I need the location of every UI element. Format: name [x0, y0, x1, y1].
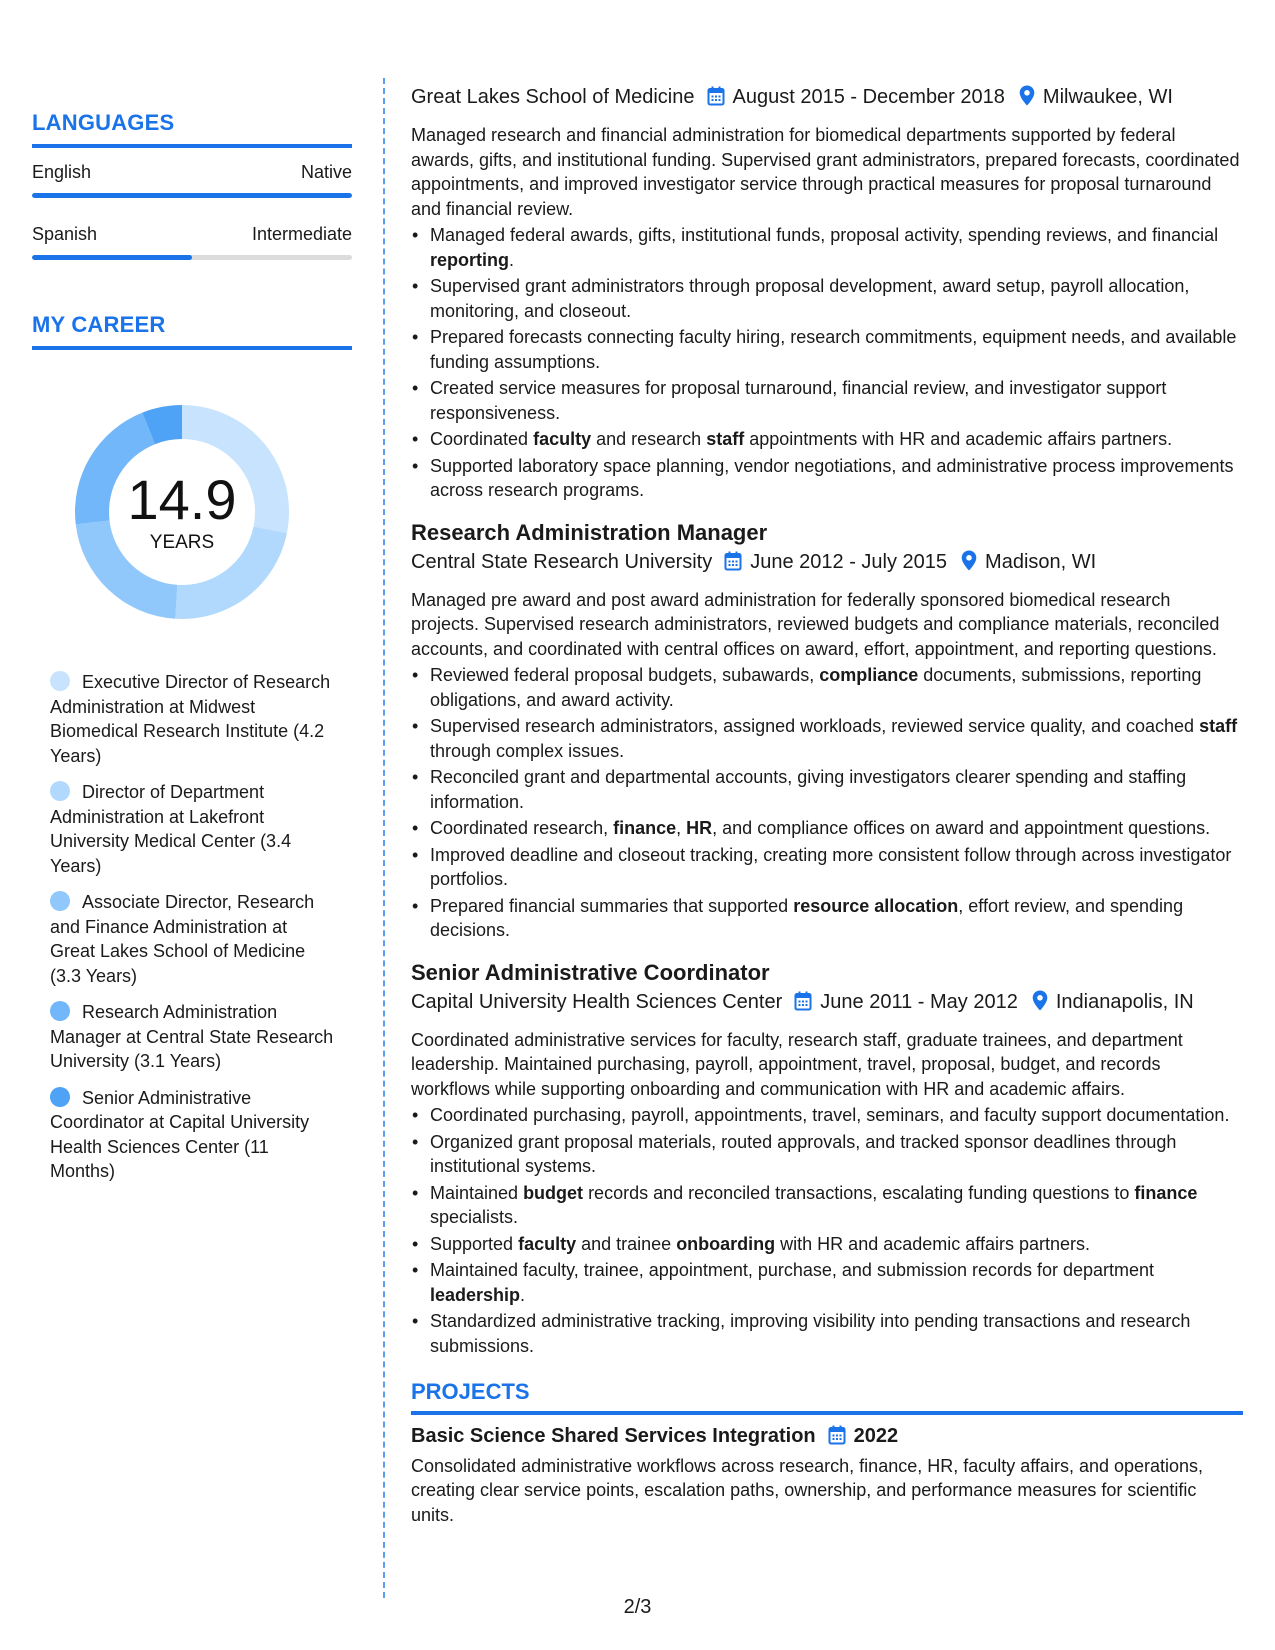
job-organization: Central State Research University	[411, 550, 713, 573]
projects-heading: PROJECTS	[411, 1380, 1243, 1415]
bold-keyword: faculty	[533, 429, 592, 449]
job-organization: Capital University Health Sciences Center	[411, 990, 783, 1013]
bullet-item: • Standardized administrative tracking, improving visibility into pending transactions and research submissions.	[411, 1309, 1243, 1358]
legend-label: Associate Director, Research and Finance Administration at Great Lakes School of Medicine (3.3 Years)	[50, 892, 315, 986]
total-years-value: 14.9	[127, 468, 237, 531]
legend-label: Research Administration Manager at Central State Research University (3.1 Years)	[50, 1002, 334, 1071]
job-summary: Coordinated administrative services for faculty, research staff, graduate trainees, and department leadership. Maintained purchasing, payroll, appointment, travel, proposal, budget, and records workflows while supporting onboarding and communication with HR and academic affairs.	[411, 1029, 1183, 1099]
total-years-unit: YEARS	[149, 532, 215, 553]
language-proficiency-bar	[32, 255, 352, 260]
bullet-item: • Prepared financial summaries that supported resource allocation, effort review, and spending decisions.	[411, 894, 1243, 943]
bullet-item: • Supported laboratory space planning, vendor negotiations, and administrative process improvements across research programs.	[411, 454, 1243, 503]
sidebar	[32, 110, 352, 1196]
career-legend	[50, 670, 335, 1184]
job-summary: Managed pre award and post award administration for federally sponsored biomedical research projects. Supervised research administrators, reviewed budgets and compliance materials, reconciled accounts, and coordinated with central offices on award, effort, appointment, and reporting questions.	[411, 589, 1220, 659]
language-list	[32, 162, 352, 260]
job-entry	[411, 519, 1243, 943]
project-name: Basic Science Shared Services Integration	[411, 1424, 816, 1447]
language-proficiency-fill	[32, 193, 352, 198]
bold-keyword: resource allocation	[793, 895, 959, 916]
project-description: Consolidated administrative workflows across research, finance, HR, faculty affairs, and operations, creating clear service points, escalation paths, ownership, and performance measures for scientific units.	[411, 1455, 1204, 1525]
bold-keyword: faculty	[518, 1233, 577, 1254]
career-legend-item	[50, 1000, 335, 1074]
language-level: Intermediate	[251, 224, 352, 244]
bullet-item: • Reviewed federal proposal budgets, subawards, compliance documents, submissions, reporting obligations, and award activity.	[411, 663, 1243, 712]
job-organization: Great Lakes School of Medicine	[411, 86, 695, 108]
calendar-icon	[794, 990, 812, 1020]
job-title: Research Administration Manager	[411, 519, 768, 545]
bullet-item: • Managed federal awards, gifts, institutional funds, proposal activity, spending reviews, and financial reporting.	[411, 223, 1243, 272]
career-legend-item	[50, 1086, 335, 1184]
bullet-item: • Coordinated research, finance, HR, and compliance offices on award and appointment questions.	[411, 816, 1243, 841]
column-divider	[383, 78, 385, 1598]
language-proficiency-fill	[32, 255, 192, 260]
legend-dot	[50, 1001, 70, 1021]
bold-keyword: leadership	[430, 1284, 521, 1305]
project-entry	[411, 1421, 1243, 1528]
projects-list	[411, 1421, 1243, 1528]
bold-keyword: onboarding	[676, 1233, 776, 1254]
bullet-item: • Created service measures for proposal turnaround, financial review, and investigator support responsiveness.	[411, 376, 1243, 425]
bullet-item: • Maintained budget records and reconciled transactions, escalating funding questions to finance specialists.	[411, 1181, 1243, 1230]
job-location: Madison, WI	[985, 550, 1097, 573]
bold-keyword: reporting	[430, 249, 509, 270]
career-legend-item	[50, 670, 335, 768]
job-meta	[411, 987, 1243, 1020]
language-level: Native	[300, 162, 352, 182]
job-bullets	[411, 223, 1243, 503]
career-donut-chart	[62, 392, 302, 632]
calendar-icon	[828, 1424, 846, 1454]
language-name: English	[32, 162, 92, 182]
language-proficiency-bar	[32, 193, 352, 198]
job-dates: June 2012 - July 2015	[750, 550, 948, 573]
job-entry	[411, 82, 1243, 503]
languages-heading: LANGUAGES	[32, 110, 352, 148]
map-pin-icon	[1019, 85, 1035, 115]
bullet-item: • Supervised research administrators, assigned workloads, reviewed service quality, and coached staff through complex issues.	[411, 714, 1243, 763]
bullet-item: • Reconciled grant and departmental accounts, giving investigators clearer spending and staffing information.	[411, 765, 1243, 814]
map-pin-icon	[961, 550, 977, 580]
job-title: Senior Administrative Coordinator	[411, 959, 770, 985]
bullet-item: • Organized grant proposal materials, routed approvals, and tracked sponsor deadlines through institutional systems.	[411, 1130, 1243, 1179]
legend-dot	[50, 891, 70, 911]
legend-dot	[50, 781, 70, 801]
bold-keyword: compliance	[819, 665, 919, 685]
bullet-item: • Supervised grant administrators through proposal development, award setup, payroll allocation, monitoring, and closeout.	[411, 274, 1243, 323]
legend-dot	[50, 671, 70, 691]
bold-keyword: finance	[1134, 1182, 1198, 1203]
donut-center	[62, 392, 302, 632]
bold-keyword: staff	[706, 429, 745, 449]
project-year: 2022	[853, 1424, 899, 1447]
career-legend-item	[50, 780, 335, 878]
job-bullets	[411, 663, 1243, 943]
job-meta	[411, 547, 1243, 580]
project-header	[411, 1421, 1243, 1454]
bold-keyword: budget	[523, 1182, 584, 1203]
calendar-icon	[707, 85, 725, 115]
main-content	[411, 82, 1243, 1527]
bold-keyword: HR	[686, 818, 713, 838]
legend-dot	[50, 1087, 70, 1107]
map-pin-icon	[1032, 990, 1048, 1020]
bullet-item: • Supported faculty and trainee onboarding with HR and academic affairs partners.	[411, 1232, 1243, 1257]
job-summary: Managed research and financial administration for biomedical departments supported by federal awards, gifts, and institutional funding. Supervised grant administrators, prepared forecasts, coordinated appointments, and improved investigator service through practical measures for proposal turnaround and financial review.	[411, 125, 1240, 219]
career-legend-item	[50, 890, 335, 988]
job-location: Milwaukee, WI	[1042, 86, 1173, 108]
bullet-item: • Prepared forecasts connecting faculty hiring, research commitments, equipment needs, and available funding assumptions.	[411, 325, 1243, 374]
legend-label: Executive Director of Research Administration at Midwest Biomedical Research Institute (4.2 Years)	[50, 672, 331, 766]
bullet-item: • Maintained faculty, trainee, appointment, purchase, and submission records for department leadership.	[411, 1258, 1243, 1307]
language-name: Spanish	[32, 224, 98, 244]
career-heading: MY CAREER	[32, 312, 352, 350]
experience-list	[411, 82, 1243, 1358]
legend-label: Director of Department Administration at Lakefront University Medical Center (3.4 Years)	[50, 782, 292, 876]
legend-label: Senior Administrative Coordinator at Capital University Health Sciences Center (11 Months)	[50, 1087, 310, 1181]
job-meta	[411, 82, 1243, 115]
job-location: Indianapolis, IN	[1055, 990, 1194, 1013]
bold-keyword: finance	[613, 818, 677, 838]
job-entry	[411, 959, 1243, 1359]
bullet-item: • Coordinated purchasing, payroll, appointments, travel, seminars, and faculty support documentation.	[411, 1103, 1243, 1128]
language-row	[32, 224, 352, 245]
job-dates: June 2011 - May 2012	[820, 990, 1018, 1013]
bullet-item: • Improved deadline and closeout tracking, creating more consistent follow through across investigator portfolios.	[411, 843, 1243, 892]
job-bullets	[411, 1103, 1243, 1358]
job-dates: August 2015 - December 2018	[732, 86, 1005, 108]
page-number: 2/3	[623, 1596, 652, 1618]
language-row	[32, 162, 352, 183]
bold-keyword: staff	[1199, 716, 1238, 736]
calendar-icon	[724, 550, 742, 580]
bullet-item: • Coordinated faculty and research staff appointments with HR and academic affairs partners.	[411, 427, 1243, 452]
